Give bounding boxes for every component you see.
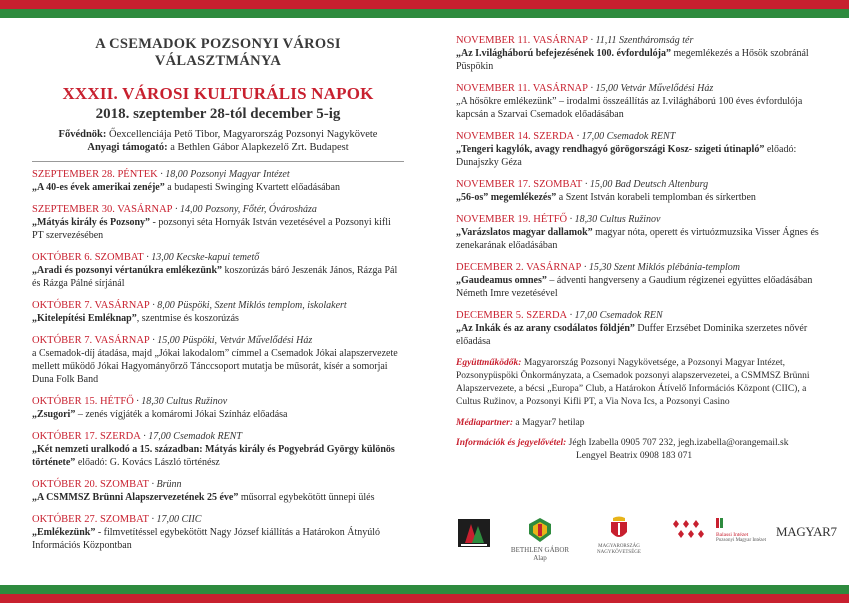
event-date: DECEMBER 2. VASÁRNAP <box>456 262 582 273</box>
event-title: „Az I.világháború befejezésének 100. évfordulója” <box>456 48 671 59</box>
event-title: „Két nemzeti uralkodó a 15. században: Mátyás király és Pogyebrád György különös története” <box>32 444 395 468</box>
event-title: „Varázslatos magyar dallamok” <box>456 227 593 238</box>
balassi-sub: Pozsonyi Magyar Intézet <box>716 538 766 543</box>
event-date: SZEPTEMBER 28. PÉNTEK <box>32 169 158 180</box>
event-item <box>456 261 828 300</box>
partners-block <box>456 357 828 409</box>
bottom-green-stripe <box>0 585 849 594</box>
event-item <box>32 299 404 325</box>
event-date: NOVEMBER 19. HÉTFŐ <box>456 214 568 225</box>
event-description: - filmvetítéssel egybekötött Nagy József kiállítás a Határokon Átnyúló Információs Központban <box>32 527 380 551</box>
event-location: · 17,00 Csemadok REN <box>567 310 663 321</box>
event-title: „Az Inkák és az arany csodálatos földjén” <box>456 323 635 334</box>
event-description: magyar nóta, operett és virtuózmuzsika Visser Ágnes és zenekarának előadásában <box>456 227 819 251</box>
event-item <box>456 82 828 121</box>
event-description: megemlékezés a Hősök szobránál Püspökin <box>456 48 809 72</box>
right-column <box>456 34 828 463</box>
balassi-name: Balassi Intézet <box>716 532 749 538</box>
hungarian-embassy-logo <box>580 516 658 556</box>
csemadok-logo <box>456 516 492 552</box>
event-location: · Brünn <box>148 479 182 490</box>
event-date: OKTÓBER 6. SZOMBAT <box>32 252 144 263</box>
organizer-title: A CSEMADOK POZSONYI VÁROSI VÁLASZTMÁNYA <box>95 36 341 69</box>
event-location: · 15,30 Szent Miklós plébánia-templom <box>581 262 740 273</box>
contact-label: Információk és jegyelővétel: <box>456 438 567 448</box>
event-location: · 18,00 Pozsonyi Magyar Intézet <box>157 169 290 180</box>
festival-title: XXXII. VÁROSI KULTURÁLIS NAPOK <box>62 84 374 103</box>
left-events-list <box>32 168 404 552</box>
support-label: Anyagi támogató: <box>87 142 168 153</box>
magyar7-logo <box>776 524 837 540</box>
event-item <box>456 130 828 169</box>
partners-text: Magyarország Pozsonyi Nagykövetsége, a Pozsonyi Magyar Intézet, Pozsonypüspöki Önkormányzata, a Csemadok pozsonyi alapszervezetei, a CSMMSZ Brünni Alapszervezete, a bécsi „Europa” Club, a Határokon Átívelő Információs Központ (CIIC), a Cultus Ružinov, a Pozsonyi Kifli PT, a Via Nova Ics, a Pozsonyi Casino <box>456 358 810 407</box>
event-item <box>456 213 828 252</box>
event-date: NOVEMBER 11. VASÁRNAP <box>456 83 588 94</box>
event-description: , szentmise és koszorúzás <box>136 313 239 324</box>
event-date: OKTÓBER 15. HÉTFŐ <box>32 396 134 407</box>
decor-logo <box>668 516 708 546</box>
event-description: koszorúzás báró Jeszenák János, Rázga Pál és Rázga Pálné sírjánál <box>32 265 398 289</box>
contact-line-2: Lengyel Beatrix 0908 183 071 <box>576 451 693 461</box>
media-text: a Magyar7 hetilap <box>513 418 585 428</box>
event-item <box>32 395 404 421</box>
event-date: NOVEMBER 11. VASÁRNAP <box>456 35 588 46</box>
event-location: · 14,00 Pozsony, Főtér, Óvárosháza <box>172 204 317 215</box>
event-description: Duffer Erzsébet Dominika szerzetes nővér előadása <box>456 323 808 347</box>
sponsor-logos <box>456 516 837 568</box>
event-item <box>456 34 828 73</box>
event-title: „Zsugori” <box>32 409 76 420</box>
event-item <box>32 430 404 469</box>
right-events-list <box>456 34 828 348</box>
balassi-intezet-logo <box>716 516 770 544</box>
event-item <box>32 334 404 386</box>
event-title: „56-os” megemlékezés” <box>456 192 557 203</box>
event-date: SZEPTEMBER 30. VASÁRNAP <box>32 204 173 215</box>
media-block <box>456 418 828 428</box>
event-title: „Emlékezünk” <box>32 527 96 538</box>
embassy-text: MAGYARORSZÁG NAGYKÖVETSÉGE <box>597 544 641 555</box>
event-location: · 15,00 Vetvár Művelődési Ház <box>587 83 714 94</box>
event-item <box>456 178 828 204</box>
event-item <box>456 309 828 348</box>
event-title: „Tengeri kagylók, avagy rendhagyó görögországi Kosz- szigeti útinapló” <box>456 144 765 155</box>
event-date: OKTÓBER 7. VASÁRNAP <box>32 300 150 311</box>
patron-text: Őexcellenciája Pető Tibor, Magyarország Pozsonyi Nagykövete <box>106 129 378 140</box>
event-location: · 18,30 Cultus Ružinov <box>567 214 661 225</box>
event-description: előadó: G. Kovács László történész <box>75 457 220 468</box>
top-green-stripe <box>0 9 849 18</box>
event-location: · 8,00 Püspöki, Szent Miklós templom, iskolakert <box>149 300 347 311</box>
event-date: OKTÓBER 17. SZERDA <box>32 431 141 442</box>
bethlen-gabor-logo <box>510 516 570 562</box>
event-location: · 15,00 Püspöki, Vetvár Művelődési Ház <box>149 335 313 346</box>
event-date: OKTÓBER 20. SZOMBAT <box>32 479 149 490</box>
left-column <box>32 34 404 561</box>
event-item <box>32 251 404 290</box>
event-location: · 17,00 Csemadok RENT <box>140 431 242 442</box>
event-item <box>32 513 404 552</box>
event-description: – zenés vígjáték a komáromi Jókai Színház előadása <box>75 409 288 420</box>
event-date: NOVEMBER 17. SZOMBAT <box>456 179 583 190</box>
magyar7-text: MAGYAR7 <box>776 524 837 539</box>
bethlen-sub: Alap <box>533 554 547 562</box>
event-location: · 17,00 CIIC <box>148 514 202 525</box>
contact-block <box>456 437 828 463</box>
divider <box>32 161 404 162</box>
event-title: „Kitelepítési Emléknap” <box>32 313 137 324</box>
event-date: DECEMBER 5. SZERDA <box>456 310 568 321</box>
event-date: OKTÓBER 7. VASÁRNAP <box>32 335 150 346</box>
event-description: - pozsonyi séta Hornyák István vezetésével a Pozsonyi kifli PT szervezésében <box>32 217 391 241</box>
event-description: a Szent István korabeli templomban és sírkertben <box>556 192 756 203</box>
event-date: NOVEMBER 14. SZERDA <box>456 131 575 142</box>
event-title: „Aradi és pozsonyi vértanúkra emlékezünk” <box>32 265 222 276</box>
media-label: Médiapartner: <box>456 418 513 428</box>
event-description: „A hősökre emlékezünk” – irodalmi összeállítás az I.világháború 100 éves évfordulója kapcsán a Szarvai Csemadok előadásában <box>456 96 803 120</box>
event-item <box>32 168 404 194</box>
event-description: műsorral egybekötött ünnepi ülés <box>238 492 375 503</box>
event-description: a budapesti Swinging Kvartett előadásában <box>164 182 340 193</box>
event-location: · 11,11 Szentháromság tér <box>587 35 694 46</box>
top-red-stripe <box>0 0 849 9</box>
contact-line-1: Jégh Izabella 0905 707 232, jegh.izabella@orangemail.sk <box>566 438 789 448</box>
event-title: „A CSMMSZ Brünni Alapszervezetének 25 éve” <box>32 492 239 503</box>
bethlen-name: BETHLEN GÁBOR <box>510 546 570 554</box>
event-location: · 18,30 Cultus Ružinov <box>133 396 228 407</box>
event-title: „A 40-es évek amerikai zenéje” <box>32 182 165 193</box>
event-location: · 13,00 Kecske-kapui temető <box>143 252 260 263</box>
event-description: a Csemadok-díj átadása, majd „Jókai lakodalom” címmel a Csemadok Jókai alapszervezete mellett működő Jókai Hagyományőrző Tánccsoport mutatja be műsorát, kísér a somorjai Duna Folk Band <box>32 348 398 385</box>
event-item <box>32 478 404 504</box>
patron-block <box>32 128 404 154</box>
event-description: – ádventi hangverseny a Gaudium régizenei együttes előadásában Németh Imre vezetésével <box>456 275 813 299</box>
partners-label: Együttműködők: <box>456 358 522 368</box>
event-title: „Mátyás király és Pozsony” <box>32 217 151 228</box>
event-item <box>32 203 404 242</box>
event-location: · 15,00 Bad Deutsch Altenburg <box>582 179 709 190</box>
event-date: OKTÓBER 27. SZOMBAT <box>32 514 149 525</box>
patron-label: Fővédnök: <box>58 129 107 140</box>
bottom-red-stripe <box>0 594 849 603</box>
event-description: előadó: Dunajszky Géza <box>456 144 797 168</box>
festival-dates: 2018. szeptember 28-tól december 5-ig <box>95 106 341 122</box>
event-title: „Gaudeamus omnes” <box>456 275 547 286</box>
support-text: a Bethlen Gábor Alapkezelő Zrt. Budapest <box>167 142 349 153</box>
event-location: · 17,00 Csemadok RENT <box>574 131 676 142</box>
